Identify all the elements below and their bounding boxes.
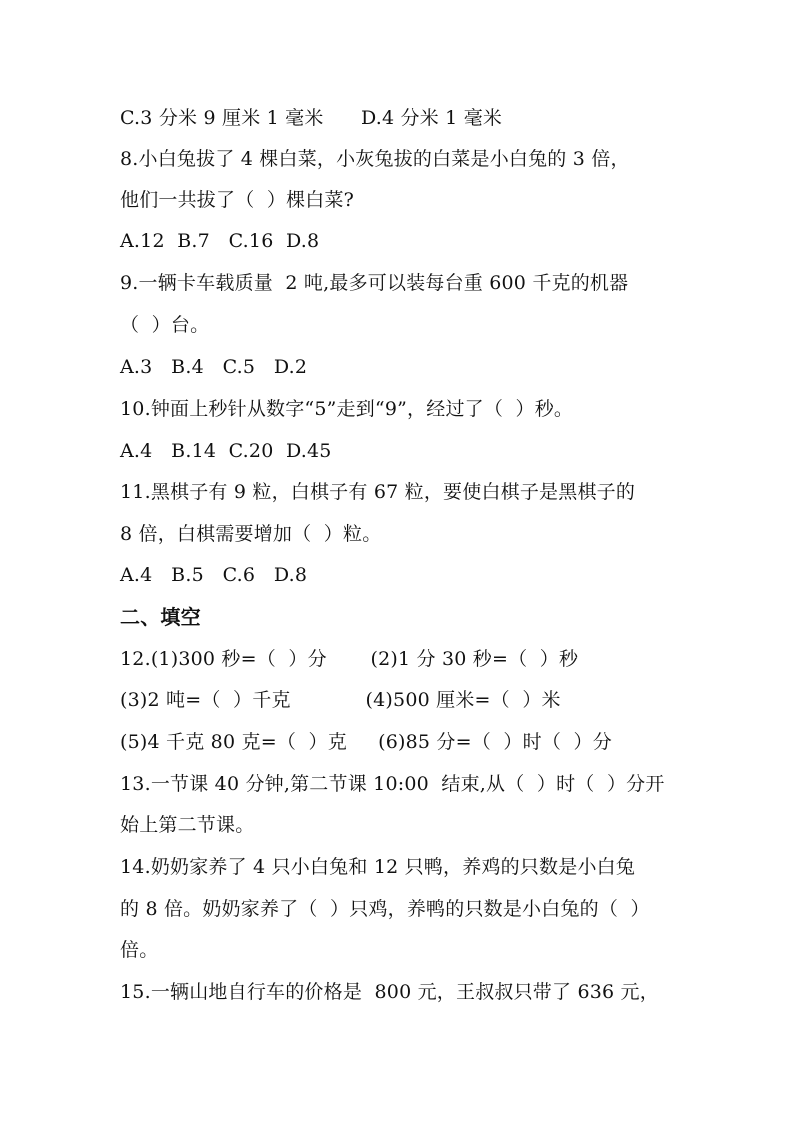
question-9-text-continued: （ ）台。 [120, 314, 210, 336]
question-11-text: 11.黑棋子有 9 粒，白棋子有 67 粒，要使白棋子是黑棋子的 [120, 481, 636, 503]
question-10-text: 10.钟面上秒针从数字“5”走到“9”，经过了（ ）秒。 [120, 398, 574, 420]
question-8-text: 8.小白兔拔了 4 棵白菜，小灰兔拔的白菜是小白兔的 3 倍， [120, 148, 630, 170]
question-8-options: A.12 B.7 C.16 D.8 [120, 230, 320, 252]
question-10-options: A.4 B.14 C.20 D.45 [120, 440, 332, 462]
question-7-options-c-d: C.3 分米 9 厘米 1 毫米 D.4 分米 1 毫米 [120, 107, 503, 129]
question-8-text-continued: 他们一共拔了（ ）棵白菜? [120, 189, 355, 211]
question-15-text: 15.一辆山地自行车的价格是 800 元，王叔叔只带了 636 元， [120, 981, 659, 1003]
question-11-options: A.4 B.5 C.6 D.8 [120, 564, 308, 586]
question-13-text-continued: 始上第二节课。 [120, 814, 255, 836]
question-14-text-end: 倍。 [120, 939, 159, 961]
question-12-row-1: 12.(1)300 秒=（ ）分 (2)1 分 30 秒=（ ）秒 [120, 648, 579, 670]
question-9-options: A.3 B.4 C.5 D.2 [120, 356, 308, 378]
question-14-text-continued: 的 8 倍。奶奶家养了（ ）只鸡，养鸭的只数是小白兔的（ ） [120, 898, 650, 920]
question-9-text: 9.一辆卡车载质量 2 吨,最多可以装每台重 600 千克的机器 [120, 272, 629, 294]
section-heading-fill-blank: 二、填空 [120, 605, 201, 629]
question-14-text: 14.奶奶家养了 4 只小白兔和 12 只鸭，养鸡的只数是小白兔 [120, 856, 636, 878]
question-12-row-3: (5)4 千克 80 克=（ ）克 (6)85 分=（ ）时（ ）分 [120, 731, 612, 753]
question-12-row-2: (3)2 吨=（ ）千克 (4)500 厘米=（ ）米 [120, 689, 561, 711]
question-13-text: 13.一节课 40 分钟,第二节课 10:00 结束,从（ ）时（ ）分开 [120, 773, 665, 795]
question-11-text-continued: 8 倍，白棋需要增加（ ）粒。 [120, 523, 382, 545]
